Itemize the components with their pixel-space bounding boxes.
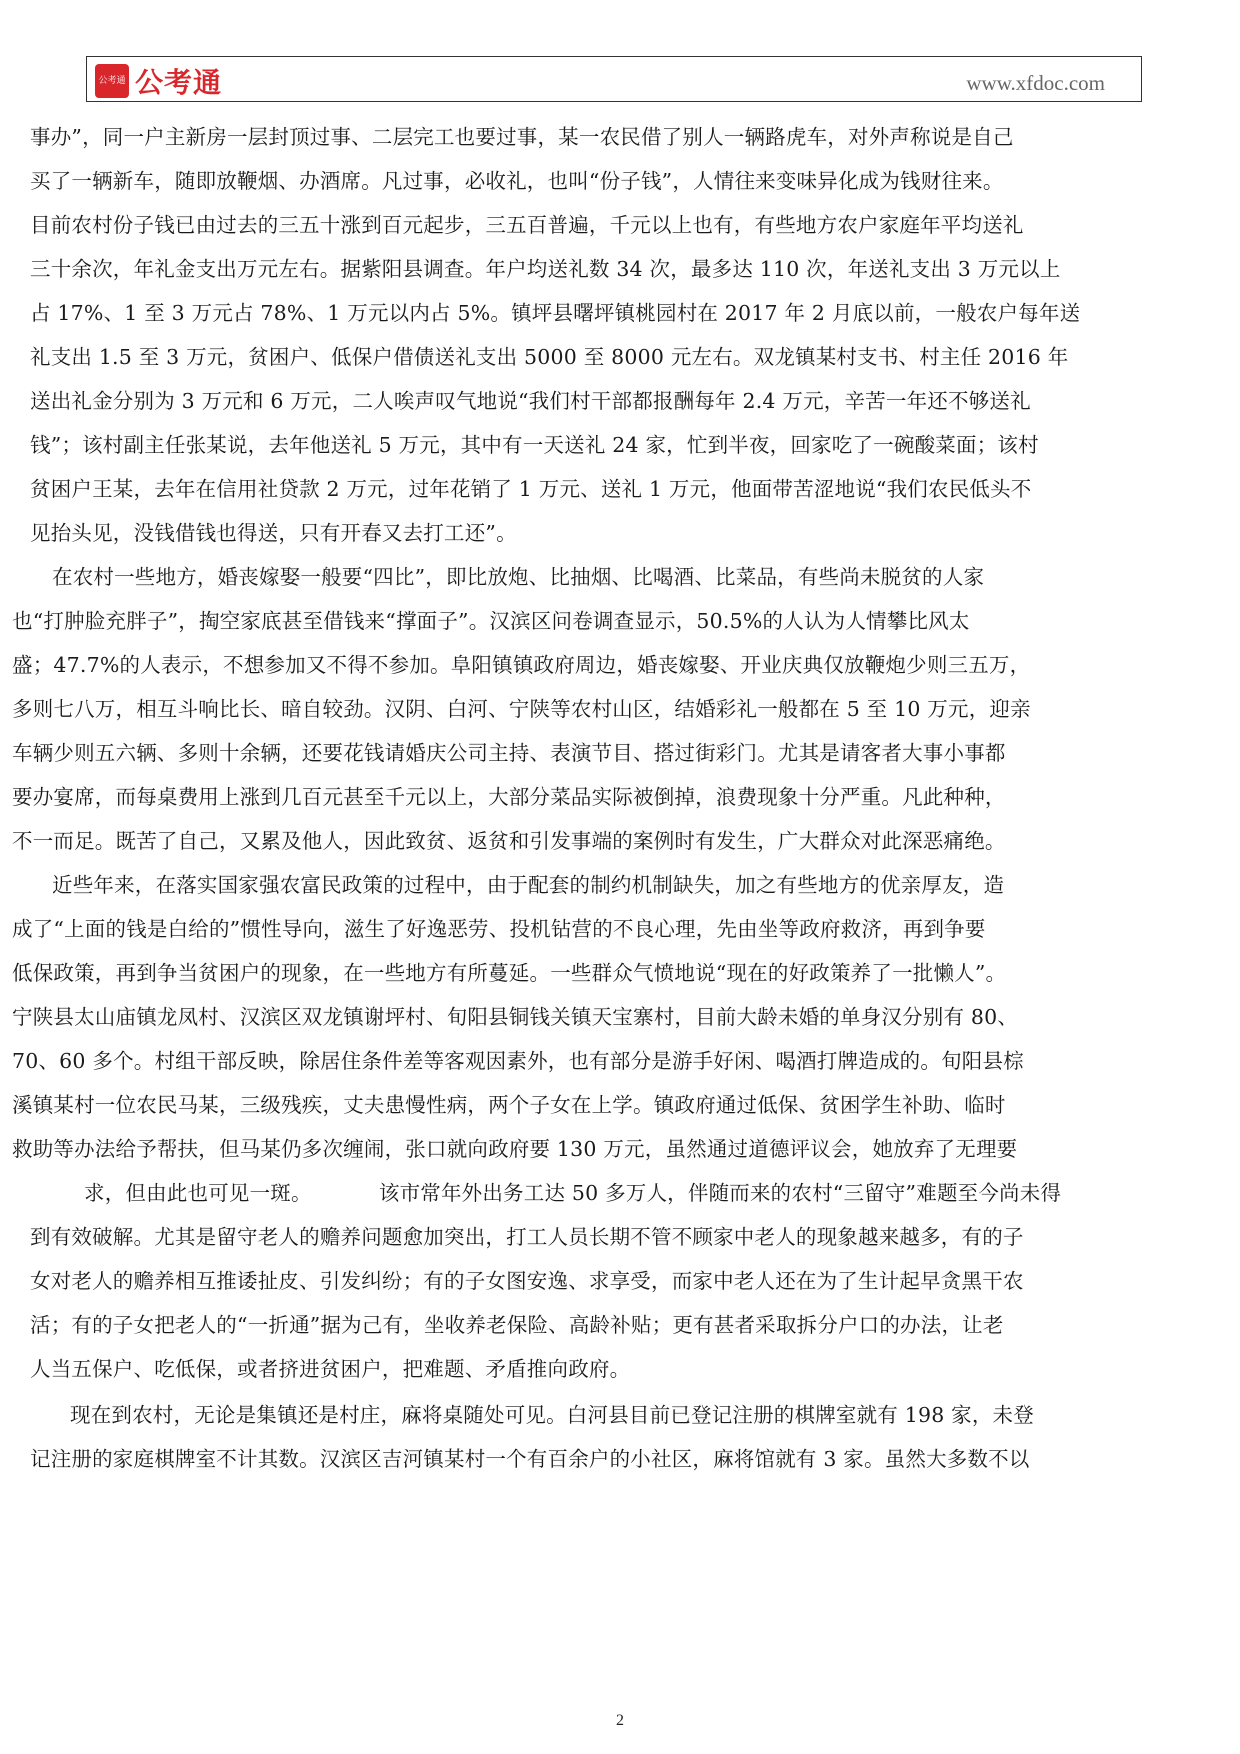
text-line: 不一而足。既苦了自己，又累及他人，因此致贫、返贫和引发事端的案例时有发生，广大群众对此深恶痛绝。 bbox=[12, 829, 1006, 853]
logo bbox=[95, 61, 222, 101]
text-line: 钱”；该村副主任张某说，去年他送礼 5 万元，其中有一天送礼 24 家，忙到半夜，回家吃了一碗酸菜面；该村 bbox=[30, 433, 1039, 457]
text-line: 现在到农村，无论是集镇还是村庄，麻将桌随处可见。白河县目前已登记注册的棋牌室就有 198 家，未登 bbox=[70, 1403, 1034, 1427]
text-line: 见抬头见，没钱借钱也得送，只有开春又去打工还”。 bbox=[30, 521, 517, 545]
text-line: 求，但由此也可见一斑。 该市常年外出务工达 50 多万人，伴随而来的农村“三留守”难题至今尚未得 bbox=[84, 1181, 1062, 1205]
text-line: 成了“上面的钱是白给的”惯性导向，滋生了好逸恶劳、投机钻营的不良心理，先由坐等政府救济，再到争要 bbox=[12, 917, 986, 941]
text-line: 女对老人的赡养相互推诿扯皮、引发纠纷；有的子女图安逸、求享受，而家中老人还在为了生计起早贪黑干农 bbox=[30, 1269, 1024, 1293]
text-line: 70、60 多个。村组干部反映，除居住条件差等客观因素外，也有部分是游手好闲、喝酒打牌造成的。旬阳县棕 bbox=[12, 1049, 1024, 1073]
text-line: 近些年来，在落实国家强农富民政策的过程中，由于配套的制约机制缺失，加之有些地方的优亲厚友，造 bbox=[52, 873, 1005, 897]
text-line: 盛；47.7%的人表示，不想参加又不得不参加。阜阳镇镇政府周边，婚丧嫁娶、开业庆典仅放鞭炮少则三五万， bbox=[12, 653, 1031, 677]
text-line: 也“打肿脸充胖子”，掏空家底甚至借钱来“撑面子”。汉滨区问卷调查显示，50.5%的人认为人情攀比风太 bbox=[12, 609, 970, 633]
text-line: 记注册的家庭棋牌室不计其数。汉滨区吉河镇某村一个有百余户的小社区，麻将馆就有 3 家。虽然大多数不以 bbox=[30, 1447, 1030, 1471]
text-line: 救助等办法给予帮扶，但马某仍多次缠闹，张口就向政府要 130 万元，虽然通过道德评议会，她放弃了无理要 bbox=[12, 1137, 1018, 1161]
text-line: 占 17%、1 至 3 万元占 78%、1 万元以内占 5%。镇坪县曙坪镇桃园村在 2017 年 2 月底以前，一般农户每年送 bbox=[30, 301, 1081, 325]
page-number: 2 bbox=[616, 1712, 624, 1729]
text-line: 要办宴席，而每桌费用上涨到几百元甚至千元以上，大部分菜品实际被倒掉，浪费现象十分严重。凡此种种， bbox=[12, 785, 1006, 809]
text-line: 在农村一些地方，婚丧嫁娶一般要“四比”，即比放炮、比抽烟、比喝酒、比菜品，有些尚未脱贫的人家 bbox=[52, 565, 985, 589]
text-line: 多则七八万，相互斗响比长、暗自较劲。汉阴、白河、宁陕等农村山区，结婚彩礼一般都在 5 至 10 万元，迎亲 bbox=[12, 697, 1031, 721]
text-line: 三十余次，年礼金支出万元左右。据紫阳县调查。年户均送礼数 34 次，最多达 110 次，年送礼支出 3 万元以上 bbox=[30, 257, 1061, 281]
text-line: 事办”，同一户主新房一层封顶过事、二层完工也要过事，某一农民借了别人一辆路虎车，对外声称说是自己 bbox=[30, 125, 1014, 149]
text-line: 到有效破解。尤其是留守老人的赡养问题愈加突出，打工人员长期不管不顾家中老人的现象越来越多，有的子 bbox=[30, 1225, 1024, 1249]
logo-text: 公考通 bbox=[135, 66, 223, 99]
text-line: 目前农村份子钱已由过去的三五十涨到百元起步，三五百普遍，千元以上也有，有些地方农户家庭年平均送礼 bbox=[30, 213, 1024, 237]
page-header bbox=[86, 56, 1142, 102]
text-line: 车辆少则五六辆、多则十余辆，还要花钱请婚庆公司主持、表演节目、搭过街彩门。尤其是请客者大事小事都 bbox=[12, 741, 1006, 765]
logo-badge: 公考通 bbox=[95, 64, 129, 98]
text-line: 买了一辆新车，随即放鞭烟、办酒席。凡过事，必收礼，也叫“份子钱”，人情往来变味异化成为钱财往来。 bbox=[30, 169, 1004, 193]
text-line: 溪镇某村一位农民马某，三级残疾，丈夫患慢性病，两个子女在上学。镇政府通过低保、贫困学生补助、临时 bbox=[12, 1093, 1006, 1117]
site-url: www.xfdoc.com bbox=[966, 71, 1105, 95]
text-line: 宁陕县太山庙镇龙凤村、汉滨区双龙镇谢坪村、旬阳县铜钱关镇天宝寨村，目前大龄未婚的单身汉分别有 80、 bbox=[12, 1005, 1019, 1029]
text-line: 低保政策，再到争当贫困户的现象，在一些地方有所蔓延。一些群众气愤地说“现在的好政策养了一批懒人”。 bbox=[12, 961, 1007, 985]
text-line: 贫困户王某，去年在信用社贷款 2 万元，过年花销了 1 万元、送礼 1 万元，他面带苦涩地说“我们农民低头不 bbox=[30, 477, 1032, 501]
text-line: 礼支出 1.5 至 3 万元，贫困户、低保户借债送礼支出 5000 至 8000 元左右。双龙镇某村支书、村主任 2016 年 bbox=[30, 345, 1069, 369]
text-line: 送出礼金分别为 3 万元和 6 万元，二人唉声叹气地说“我们村干部都报酬每年 2.4 万元，辛苦一年还不够送礼 bbox=[30, 389, 1031, 413]
text-line: 活；有的子女把老人的“一折通”据为己有，坐收养老保险、高龄补贴；更有甚者采取拆分户口的办法，让老 bbox=[30, 1313, 1004, 1337]
text-line: 人当五保户、吃低保，或者挤进贫困户，把难题、矛盾推向政府。 bbox=[30, 1357, 631, 1381]
